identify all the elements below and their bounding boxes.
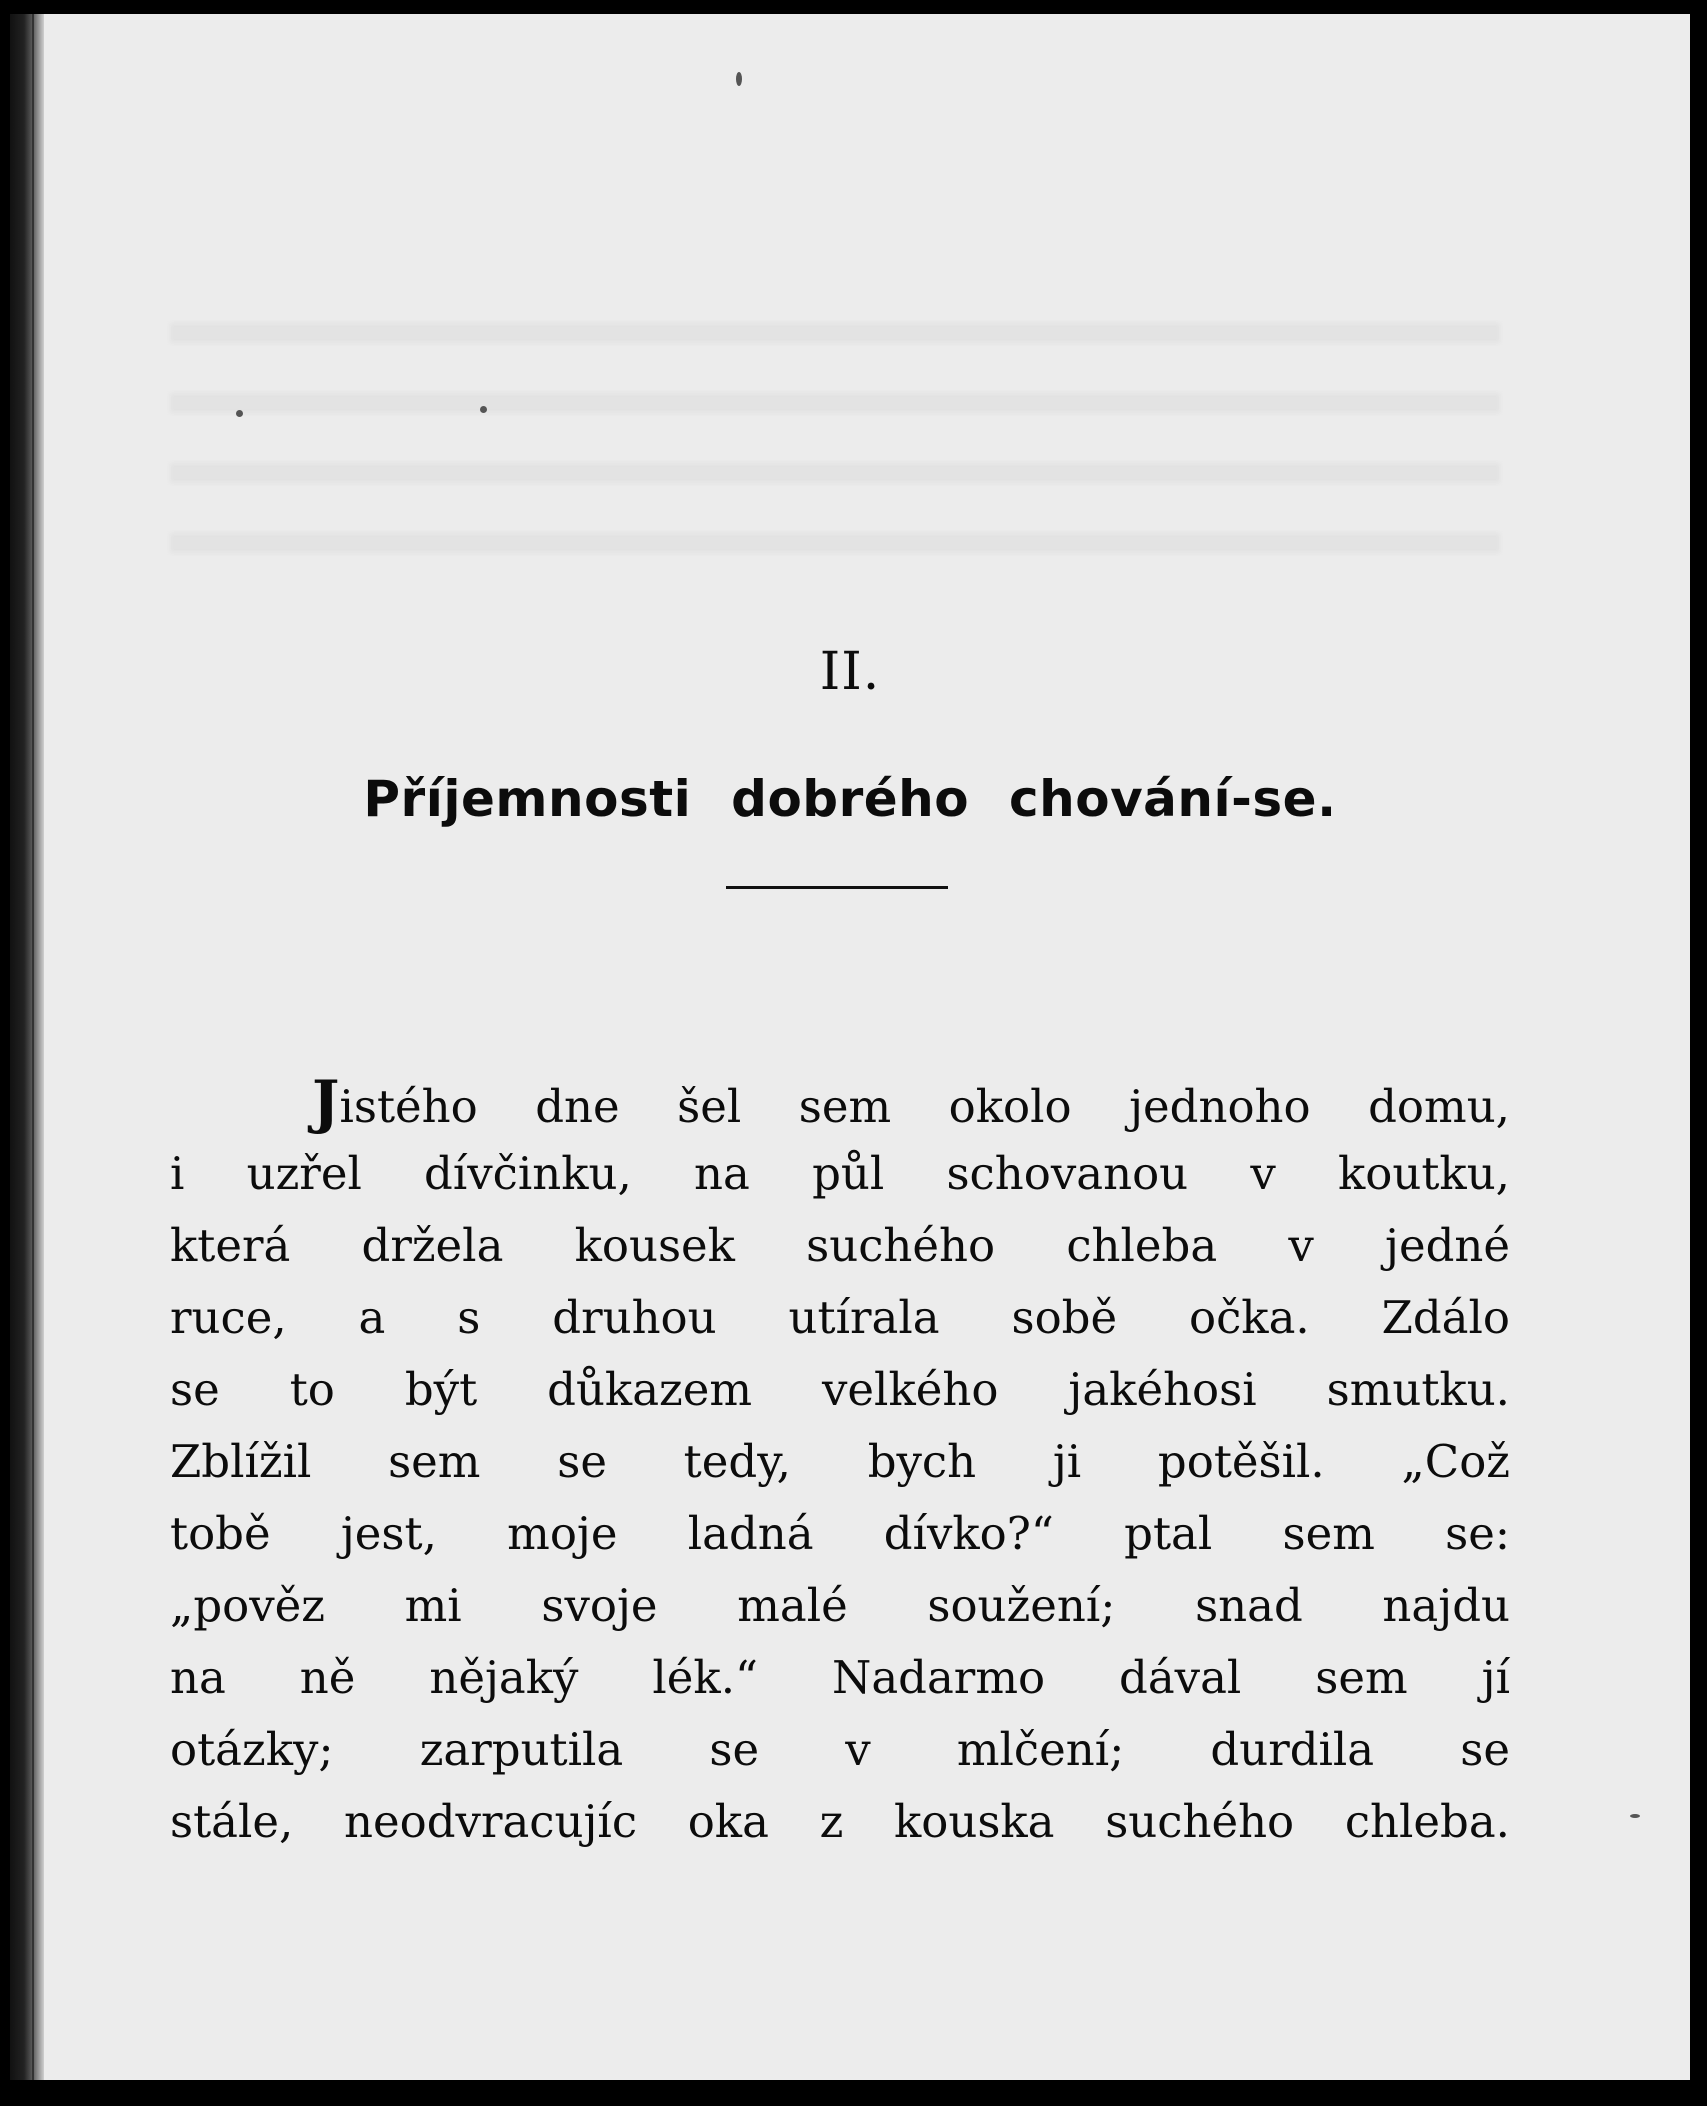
paragraph-line: tobě jest, moje ladná dívko?“ ptal sem se: xyxy=(170,1507,1510,1560)
paragraph-line: na ně nějaký lék.“ Nadarmo dával sem jí xyxy=(170,1651,1510,1704)
book-page xyxy=(10,14,1690,2080)
ink-speck xyxy=(1630,1814,1640,1818)
paragraph-line xyxy=(170,1066,1510,1138)
paragraph-line: se to být důkazem velkého jakéhosi smutku. xyxy=(170,1363,1510,1416)
bleed-through-text xyxy=(170,294,1500,584)
paragraph-line: ruce, a s druhou utírala sobě očka. Zdálo xyxy=(170,1291,1510,1344)
chapter-title: Příjemnosti dobrého chování-se. xyxy=(363,770,1337,828)
paragraph-line: otázky; zarputila se v mlčení; durdila se xyxy=(170,1723,1510,1776)
paragraph-line: stále, neodvracujíc oka z kouska suchého chleba. xyxy=(170,1795,1510,1848)
binding-line xyxy=(32,14,34,2080)
first-line-text: istého dne šel sem okolo jednoho domu, xyxy=(339,1080,1510,1133)
chapter-number: II. xyxy=(819,642,881,702)
book-binding-edge xyxy=(10,14,44,2080)
title-rule xyxy=(726,886,948,889)
paragraph-line: která držela kousek suchého chleba v jedné xyxy=(170,1219,1510,1272)
paragraph-line: i uzřel dívčinku, na půl schovanou v koutku, xyxy=(170,1147,1510,1200)
paragraph-line: Zblížil sem se tedy, bych ji potěšil. „Což xyxy=(170,1435,1510,1488)
ink-speck xyxy=(236,410,243,417)
ink-speck xyxy=(480,406,487,413)
ink-speck xyxy=(736,72,742,86)
paragraph-line: „pověz mi svoje malé soužení; snad najdu xyxy=(170,1579,1510,1632)
body-paragraph xyxy=(170,1066,1510,1858)
initial-letter: J xyxy=(312,1068,340,1136)
